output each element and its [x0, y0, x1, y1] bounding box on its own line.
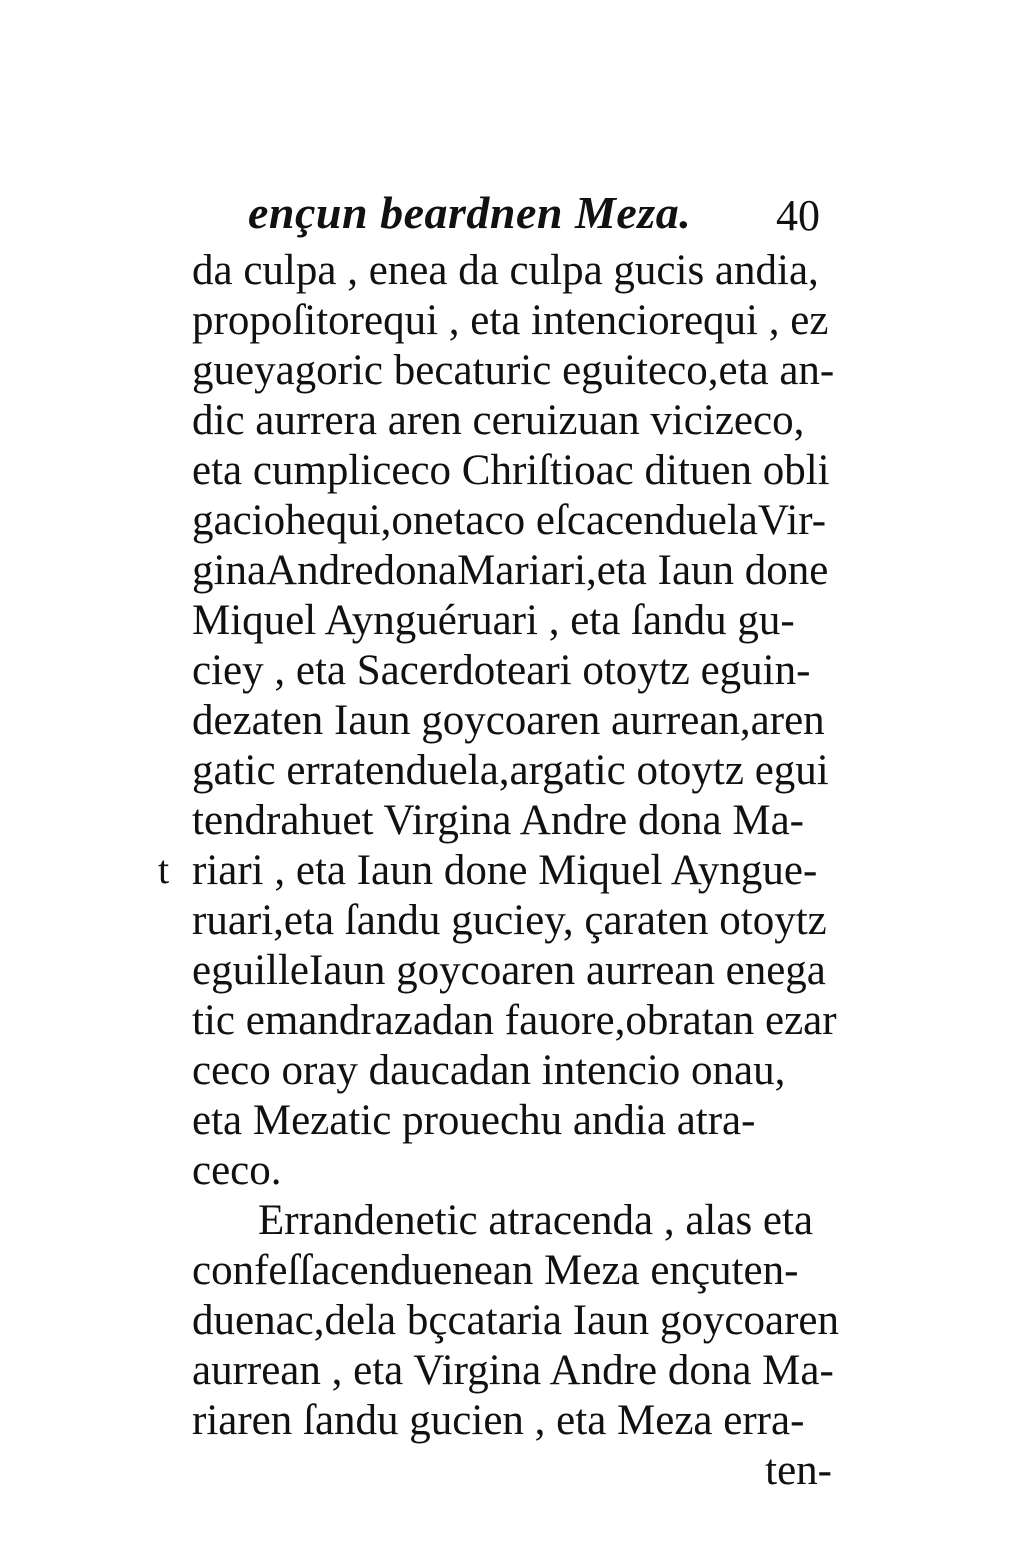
text-line: gaciohequi,onetaco eſcacenduelaVir- — [192, 497, 827, 544]
text-line: riaren ſandu gucien , eta Meza erra- — [192, 1397, 805, 1444]
text-line: aurrean , eta Virgina Andre dona Ma- — [192, 1347, 834, 1394]
margin-note: t — [158, 847, 170, 892]
body-text — [192, 246, 852, 1496]
page-number: 40 — [776, 191, 820, 240]
text-line: gueyagoric becaturic eguiteco,eta an- — [192, 347, 835, 394]
text-line: dezaten Iaun goycoaren aurrean,aren — [192, 697, 825, 744]
running-title: ençun beardnen Meza. — [248, 187, 692, 238]
text-line: ginaAndredonaMariari,eta Iaun done — [192, 547, 829, 594]
catchword: ten- — [765, 1447, 832, 1494]
text-line: confeſſacenduenean Meza ençuten- — [192, 1247, 799, 1294]
text-line: ceco. — [192, 1147, 282, 1194]
text-line: ceco oray daucadan intencio onau, — [192, 1047, 786, 1094]
text-line: tendrahuet Virgina Andre dona Ma- — [192, 797, 804, 844]
text-line: ciey , eta Sacerdoteari otoytz eguin- — [192, 647, 811, 694]
text-line: dic aurrera aren ceruizuan vicizeco, — [192, 397, 805, 444]
text-line: Miquel Aynguéruari , eta ſandu gu- — [192, 597, 795, 644]
text-line: ruari,eta ſandu guciey, çaraten otoytz — [192, 897, 827, 944]
text-line: propoſitorequi , eta intenciorequi , ez — [192, 297, 829, 344]
running-head — [248, 186, 848, 246]
text-line: eguilleIaun goycoaren aurrean enega — [192, 947, 826, 994]
text-line: gatic erratenduela,argatic otoytz egui — [192, 747, 829, 794]
text-line: da culpa , enea da culpa gucis andia, — [192, 247, 819, 294]
text-line: eta cumpliceco Chriſtioac dituen obli — [192, 447, 830, 494]
text-line: tic emandrazadan fauore,obratan ezar — [192, 997, 837, 1044]
text-line: riari , eta Iaun done Miquel Aynguе- — [192, 847, 818, 894]
paragraph-start-line: Errandenetic atracenda , alas eta — [258, 1197, 814, 1244]
text-line: duenac,dela bçcataria Iaun goycoaren — [192, 1297, 839, 1344]
text-line: eta Mezatic prouechu andia atra- — [192, 1097, 756, 1144]
